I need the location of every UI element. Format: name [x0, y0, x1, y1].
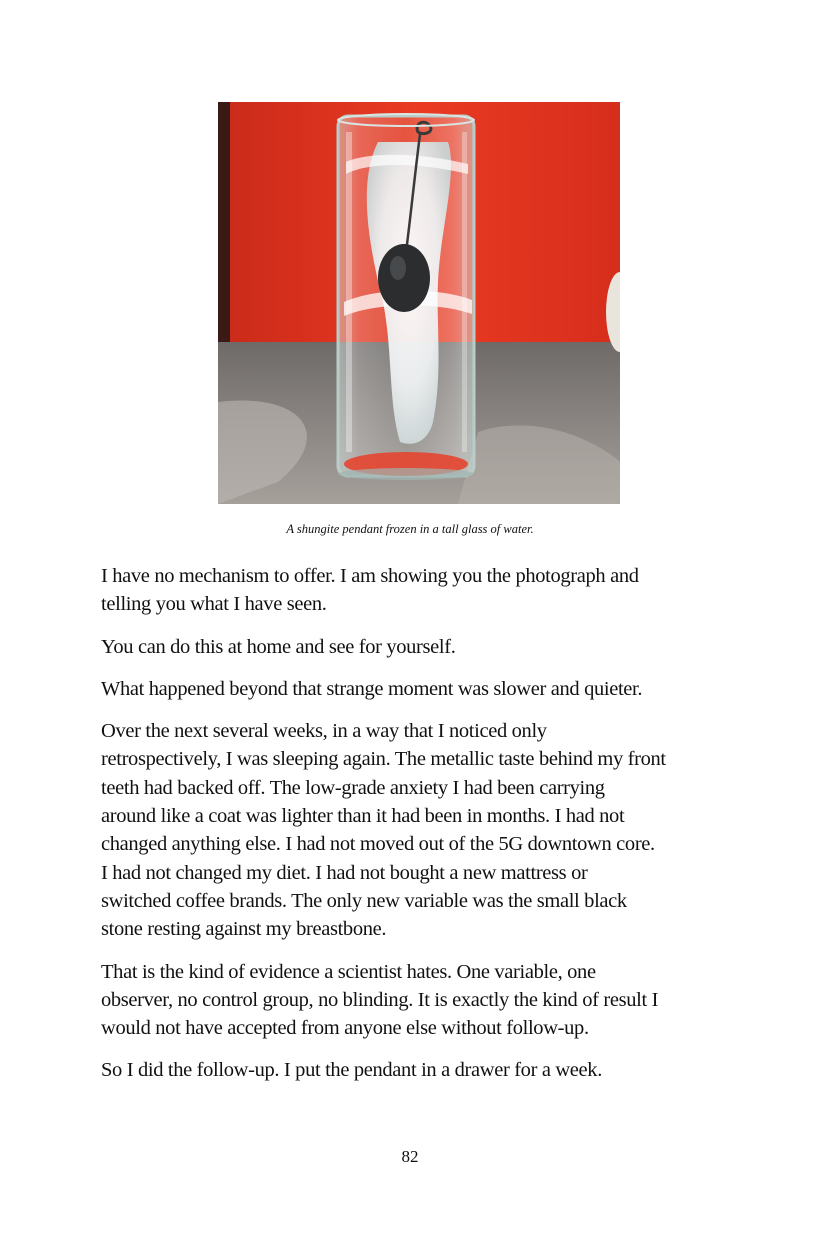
text-line: telling you what I have seen.	[101, 593, 327, 616]
frozen-glass-photo	[218, 102, 620, 504]
text-line: What happened beyond that strange moment was slower and quieter.	[101, 677, 643, 700]
page-number: 82	[401, 1147, 419, 1166]
paragraph	[101, 633, 751, 661]
paragraph	[101, 717, 751, 943]
text-line: So I did the follow-up. I put the pendant in a drawer for a week.	[101, 1059, 602, 1082]
text-line: retrospectively, I was sleeping again. The metallic taste behind my front	[101, 748, 666, 771]
text-line: stone resting against my breastbone.	[101, 918, 387, 941]
text-line: around like a coat was lighter than it had been in months. I had not	[101, 805, 625, 828]
text-line: observer, no control group, no blinding. It is exactly the kind of result I	[101, 988, 659, 1011]
text-line: switched coffee brands. The only new variable was the small black	[101, 889, 627, 912]
paragraph	[101, 562, 751, 619]
paragraph	[101, 958, 751, 1043]
figure-caption: A shungite pendant frozen in a tall glass of water.	[286, 522, 534, 536]
text-line: would not have accepted from anyone else without follow-up.	[101, 1017, 589, 1040]
text-line: You can do this at home and see for yourself.	[101, 635, 456, 658]
body-text	[101, 562, 751, 1099]
text-line: changed anything else. I had not moved out of the 5G downtown core.	[101, 833, 655, 856]
text-line: I had not changed my diet. I had not bought a new mattress or	[101, 861, 588, 884]
figure-photo	[218, 102, 620, 504]
paragraph	[101, 1056, 751, 1084]
paragraph	[101, 675, 751, 703]
text-line: teeth had backed off. The low-grade anxiety I had been carrying	[101, 776, 605, 799]
text-line: That is the kind of evidence a scientist hates. One variable, one	[101, 960, 596, 983]
text-line: I have no mechanism to offer. I am showing you the photograph and	[101, 565, 639, 587]
text-line: Over the next several weeks, in a way that I noticed only	[101, 720, 547, 743]
